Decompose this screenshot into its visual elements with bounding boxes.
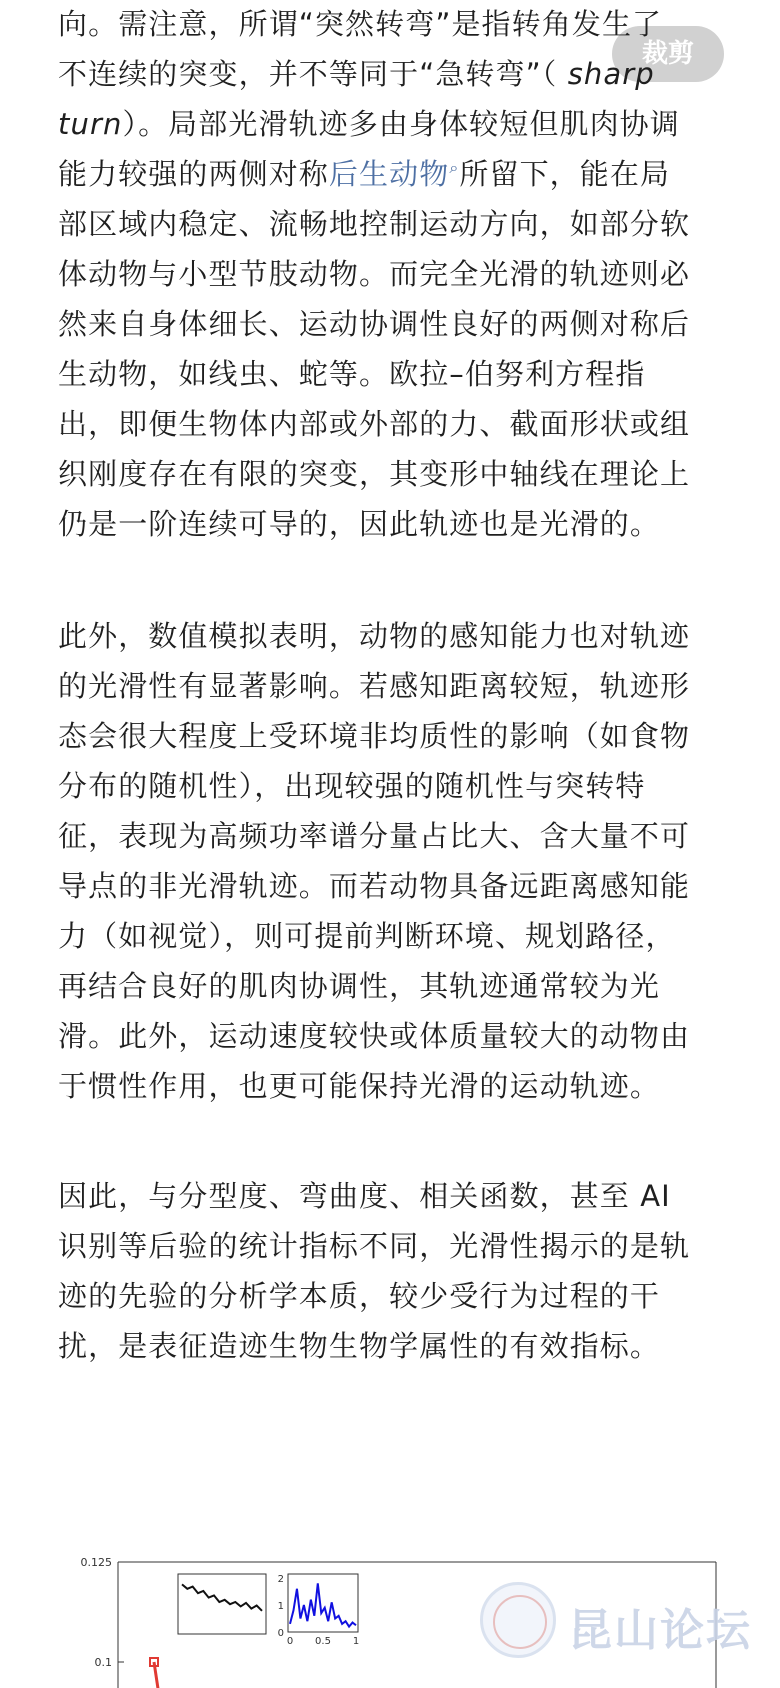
text-line: 此外，数值模拟表明，动物的感知能力也对轨迹 [58,619,691,653]
text-line: 扰，是表征造迹生物生物学属性的有效指标。 [58,1329,661,1363]
main-series [150,1658,169,1688]
text-line: 能力较强的两侧对称后生动物⌕所留下，能在局 [58,157,671,191]
text-line: 然来自身体细长、运动协调性良好的两侧对称后 [58,307,691,341]
text-line: 部区域内稳定、流畅地控制运动方向，如部分软 [58,207,691,241]
text-line: 体动物与小型节肢动物。而完全光滑的轨迹则必 [58,257,691,291]
text-line: 不连续的突变，并不等同于“急转弯”（ sharp [58,57,655,91]
watermark-seal-icon [480,1582,556,1658]
text-line: 迹的先验的分析学本质，较少受行为过程的干 [58,1279,661,1313]
y-tick-label: 0.1 [94,1656,112,1669]
inset-x-tick-label: 0 [286,1636,294,1647]
text-line: 滑。此外，运动速度较快或体质量较大的动物由 [58,1019,691,1053]
inset-track-plot [178,1574,266,1634]
inset-track-frame [178,1574,266,1634]
inset-y-tick-label: 1 [277,1601,284,1612]
watermark [480,1580,780,1670]
search-icon[interactable]: ⌕ [449,158,460,177]
text-line: 织刚度存在有限的突变，其变形中轴线在理论上 [58,457,691,491]
text-line: 征，表现为高频功率谱分量占比大、含大量不可 [58,819,691,853]
text-line: 识别等后验的统计指标不同，光滑性揭示的是轨 [58,1229,691,1263]
text-line: 力（如视觉），则可提前判断环境、规划路径， [58,919,676,953]
text-line: 导点的非光滑轨迹。而若动物具备远距离感知能 [58,869,691,903]
text-line: 向。需注意，所谓“突然转弯”是指转角发生了 [58,7,663,41]
y-tick-label: 0.125 [80,1556,112,1569]
text-line: 于惯性作用，也更可能保持光滑的运动轨迹。 [58,1069,661,1103]
text-line: 生动物，如线虫、蛇等。欧拉–伯努利方程指 [58,357,646,391]
text-line: 仍是一阶连续可导的，因此轨迹也是光滑的。 [58,507,661,541]
inset-x-tick-label: 1 [352,1636,360,1647]
inset-x-tick-label: 0.5 [315,1636,331,1647]
text-line: 因此，与分型度、弯曲度、相关函数，甚至 AI [58,1179,671,1213]
text-line: 出，即便生物体内部或外部的力、截面形状或组 [58,407,691,441]
text-line: turn）。局部光滑轨迹多由身体较短但肌肉协调 [58,107,680,141]
link-metazoa[interactable]: 后生动物 [328,157,450,191]
inset-power-plot [278,1574,360,1647]
y-tick-group [81,1556,125,1688]
watermark-text: 昆山论坛 [568,1605,752,1656]
text-line: 的光滑性有显著影响。若感知距离较短，轨迹形 [58,669,691,703]
inset-y-tick-label: 2 [277,1574,284,1585]
crop-button[interactable]: 裁剪 [612,26,724,82]
italic-term: turn [58,107,123,141]
italic-term: sharp [567,57,655,91]
text-line: 分布的随机性），出现较强的随机性与突转特 [58,769,646,803]
inset-y-tick-label: 0 [277,1628,284,1639]
text-line: 态会很大程度上受环境非均质性的影响（如食物 [58,719,691,753]
text-line: 再结合良好的肌肉协调性，其轨迹通常较为光 [58,969,661,1003]
